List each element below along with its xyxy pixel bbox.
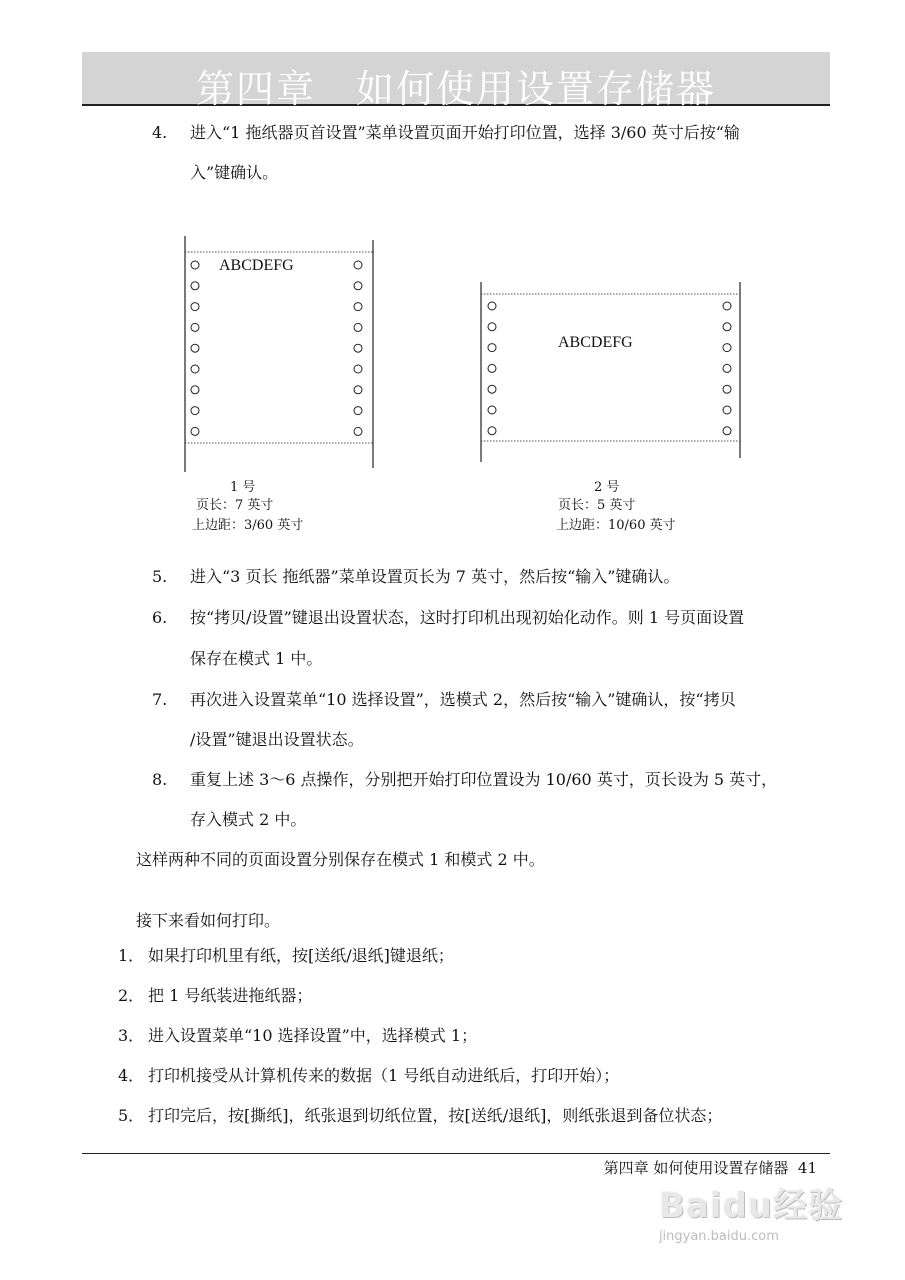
print-step-text: 进入设置菜单“10 选择设置”中，选择模式 1； bbox=[148, 1026, 478, 1045]
sprocket-hole bbox=[488, 344, 496, 352]
figure-1-sprocket-holes bbox=[191, 261, 362, 435]
sprocket-hole bbox=[723, 302, 731, 310]
print-step-text: 打印机接受从计算机传来的数据（1 号纸自动进纸后，打印开始）； bbox=[148, 1066, 620, 1085]
sprocket-hole bbox=[191, 386, 199, 394]
step-5-line-1: 进入“3 页长 拖纸器”菜单设置页长为 7 英寸，然后按“输入”键确认。 bbox=[190, 567, 680, 586]
print-step-text: 把 1 号纸装进拖纸器； bbox=[148, 986, 313, 1005]
sprocket-hole bbox=[354, 344, 362, 352]
sprocket-hole bbox=[723, 385, 731, 393]
step-8-line-1: 重复上述 3～6 点操作，分别把开始打印位置设为 10/60 英寸，页长设为 5 英寸， bbox=[190, 770, 778, 789]
figure-2-paper bbox=[481, 282, 740, 462]
figure-2-page-length: 页长：5 英寸 bbox=[558, 498, 636, 513]
sprocket-hole bbox=[354, 303, 362, 311]
step-8-line-2: 存入模式 2 中。 bbox=[190, 810, 307, 829]
sprocket-hole bbox=[488, 302, 496, 310]
step-6-line-2: 保存在模式 1 中。 bbox=[190, 649, 323, 668]
sprocket-hole bbox=[723, 406, 731, 414]
step-7-number: 7. bbox=[152, 690, 168, 709]
sprocket-hole bbox=[723, 344, 731, 352]
sprocket-hole bbox=[354, 427, 362, 435]
sprocket-hole bbox=[191, 344, 199, 352]
sprocket-hole bbox=[723, 364, 731, 372]
sprocket-hole bbox=[723, 323, 731, 331]
sprocket-hole bbox=[488, 364, 496, 372]
sprocket-hole bbox=[191, 282, 199, 290]
step-4-number: 4. bbox=[152, 123, 168, 142]
page-footer bbox=[604, 1157, 817, 1178]
page-number: 41 bbox=[797, 1159, 817, 1177]
baidu-watermark bbox=[659, 1178, 843, 1244]
figure-1-label: 1 号 bbox=[230, 480, 256, 495]
sprocket-hole bbox=[191, 323, 199, 331]
sprocket-hole bbox=[354, 261, 362, 269]
sprocket-hole bbox=[488, 385, 496, 393]
footer-chapter: 第四章 如何使用设置存储器 bbox=[603, 1159, 789, 1177]
print-step-number: 2． bbox=[118, 986, 145, 1005]
print-step-number: 3． bbox=[118, 1026, 145, 1045]
sprocket-hole bbox=[191, 303, 199, 311]
sprocket-hole bbox=[488, 323, 496, 331]
sprocket-hole bbox=[354, 323, 362, 331]
footer-rule bbox=[82, 1153, 830, 1154]
sprocket-hole bbox=[354, 365, 362, 373]
print-step-number: 5． bbox=[118, 1106, 145, 1125]
watermark-url: jingyan.baidu.com bbox=[658, 1229, 779, 1244]
print-intro: 接下来看如何打印。 bbox=[136, 911, 281, 930]
step-6-line-1: 按“拷贝/设置”键退出设置状态，这时打印机出现初始化动作。则 1 号页面设置 bbox=[190, 608, 745, 627]
baidu-logo: Baidu经验 bbox=[658, 1186, 843, 1226]
print-step-number: 4． bbox=[118, 1066, 145, 1085]
sprocket-hole bbox=[354, 407, 362, 415]
step-8-number: 8. bbox=[152, 770, 168, 789]
sprocket-hole bbox=[354, 386, 362, 394]
step-5-number: 5. bbox=[152, 567, 168, 586]
step-7-line-1: 再次进入设置菜单“10 选择设置”，选模式 2，然后按“输入”键确认，按“拷贝 bbox=[190, 690, 736, 709]
sprocket-hole bbox=[191, 407, 199, 415]
print-step-text: 打印完后，按[撕纸]，纸张退到切纸位置，按[送纸/退纸]，则纸张退到备位状态； bbox=[148, 1106, 723, 1125]
sprocket-hole bbox=[191, 365, 199, 373]
sprocket-hole bbox=[488, 406, 496, 414]
figure-2-top-margin: 上边距：10/60 英寸 bbox=[556, 518, 676, 533]
sprocket-hole bbox=[191, 261, 199, 269]
print-step-text: 如果打印机里有纸，按[送纸/退纸]键退纸； bbox=[148, 946, 454, 965]
print-step-number: 1． bbox=[118, 946, 145, 965]
figure-2-label: 2 号 bbox=[594, 480, 620, 495]
figure-1-sample-text: ABCDEFG bbox=[219, 257, 294, 274]
summary-paragraph: 这样两种不同的页面设置分别保存在模式 1 和模式 2 中。 bbox=[136, 850, 545, 869]
sprocket-hole bbox=[488, 427, 496, 435]
sprocket-hole bbox=[723, 427, 731, 435]
chapter-title: 第四章 如何使用设置存储器 bbox=[195, 67, 716, 111]
figure-1-page-length: 页长：7 英寸 bbox=[196, 498, 274, 513]
figure-2-sample-text: ABCDEFG bbox=[558, 334, 633, 351]
sprocket-hole bbox=[354, 282, 362, 290]
step-4-line-1: 进入“1 拖纸器页首设置”菜单设置页面开始打印位置，选择 3/60 英寸后按“输 bbox=[190, 123, 740, 142]
sprocket-hole bbox=[191, 427, 199, 435]
step-6-number: 6. bbox=[152, 608, 168, 627]
figure-1-top-margin: 上边距：3/60 英寸 bbox=[192, 518, 304, 533]
figure-2-sprocket-holes bbox=[488, 302, 731, 435]
step-4-line-2: 入”键确认。 bbox=[190, 163, 279, 182]
step-7-line-2: /设置”键退出设置状态。 bbox=[190, 730, 364, 749]
